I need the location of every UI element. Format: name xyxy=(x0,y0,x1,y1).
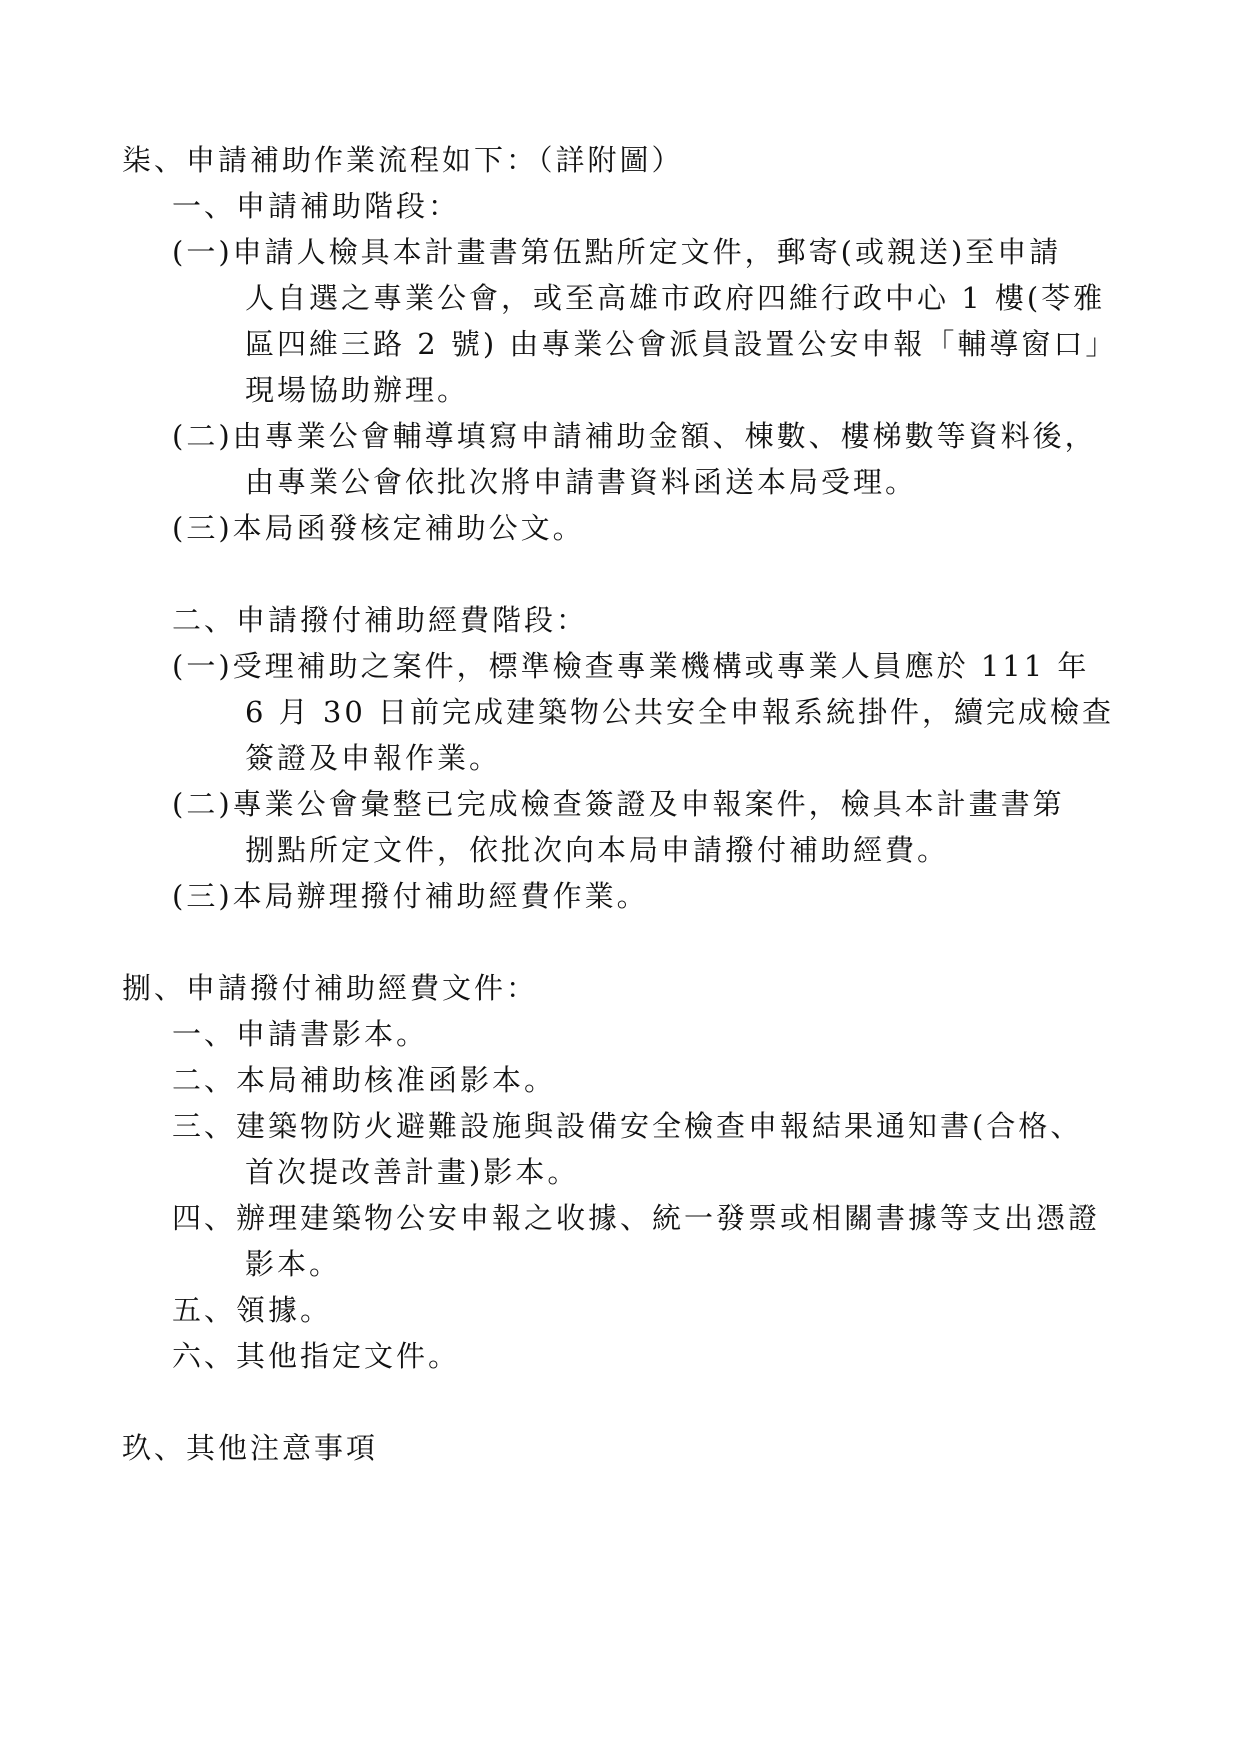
section-8-item-6: 六、其他指定文件。 xyxy=(172,1339,461,1373)
stage-1-heading: 一、申請補助階段： xyxy=(172,189,461,223)
stage-1-item-1-line-1: (一)申請人檢具本計畫書第伍點所定文件，郵寄(或親送)至申請 xyxy=(172,235,1062,269)
section-8-item-5: 五、領據。 xyxy=(172,1293,333,1327)
section-8-heading: 捌、申請撥付補助經費文件： xyxy=(122,971,539,1005)
stage-2-item-2-line-2: 捌點所定文件，依批次向本局申請撥付補助經費。 xyxy=(245,833,950,867)
stage-2-heading: 二、申請撥付補助經費階段： xyxy=(172,603,589,637)
section-8-item-4-line-2: 影本。 xyxy=(245,1247,342,1281)
stage-1-item-1-line-4: 現場協助辦理。 xyxy=(245,373,470,407)
section-7-heading: 柒、申請補助作業流程如下：（詳附圖） xyxy=(122,143,684,177)
stage-1-item-1-line-2: 人自選之專業公會，或至高雄市政府四維行政中心 1 樓(苓雅 xyxy=(245,281,1106,315)
stage-2-item-2-line-1: (二)專業公會彙整已完成檢查簽證及申報案件，檢具本計畫書第 xyxy=(172,787,1065,821)
stage-2-item-1-line-2: 6 月 30 日前完成建築物公共安全申報系統掛件，續完成檢查 xyxy=(245,695,1115,729)
stage-1-item-2-line-1: (二)由專業公會輔導填寫申請補助金額、棟數、樓梯數等資料後， xyxy=(172,419,1097,453)
section-8-item-3-line-2: 首次提改善計畫)影本。 xyxy=(245,1155,580,1189)
section-8-item-2: 二、本局補助核准函影本。 xyxy=(172,1063,557,1097)
stage-2-item-1-line-3: 簽證及申報作業。 xyxy=(245,741,502,775)
section-8-item-4-line-1: 四、辦理建築物公安申報之收據、統一發票或相關書據等支出憑證 xyxy=(172,1201,1101,1235)
stage-1-item-3-line-1: (三)本局函發核定補助公文。 xyxy=(172,511,585,545)
section-8-item-3-line-1: 三、建築物防火避難設施與設備安全檢查申報結果通知書(合格、 xyxy=(172,1109,1083,1143)
stage-2-item-3-line-1: (三)本局辦理撥付補助經費作業。 xyxy=(172,879,649,913)
section-8-item-1: 一、申請書影本。 xyxy=(172,1017,429,1051)
section-9-heading: 玖、其他注意事項 xyxy=(122,1431,379,1465)
stage-1-item-1-line-3: 區四維三路 2 號) 由專業公會派員設置公安申報「輔導窗口」 xyxy=(245,327,1118,361)
stage-2-item-1-line-1: (一)受理補助之案件，標準檢查專業機構或專業人員應於 111 年 xyxy=(172,649,1090,683)
stage-1-item-2-line-2: 由專業公會依批次將申請書資料函送本局受理。 xyxy=(245,465,918,499)
